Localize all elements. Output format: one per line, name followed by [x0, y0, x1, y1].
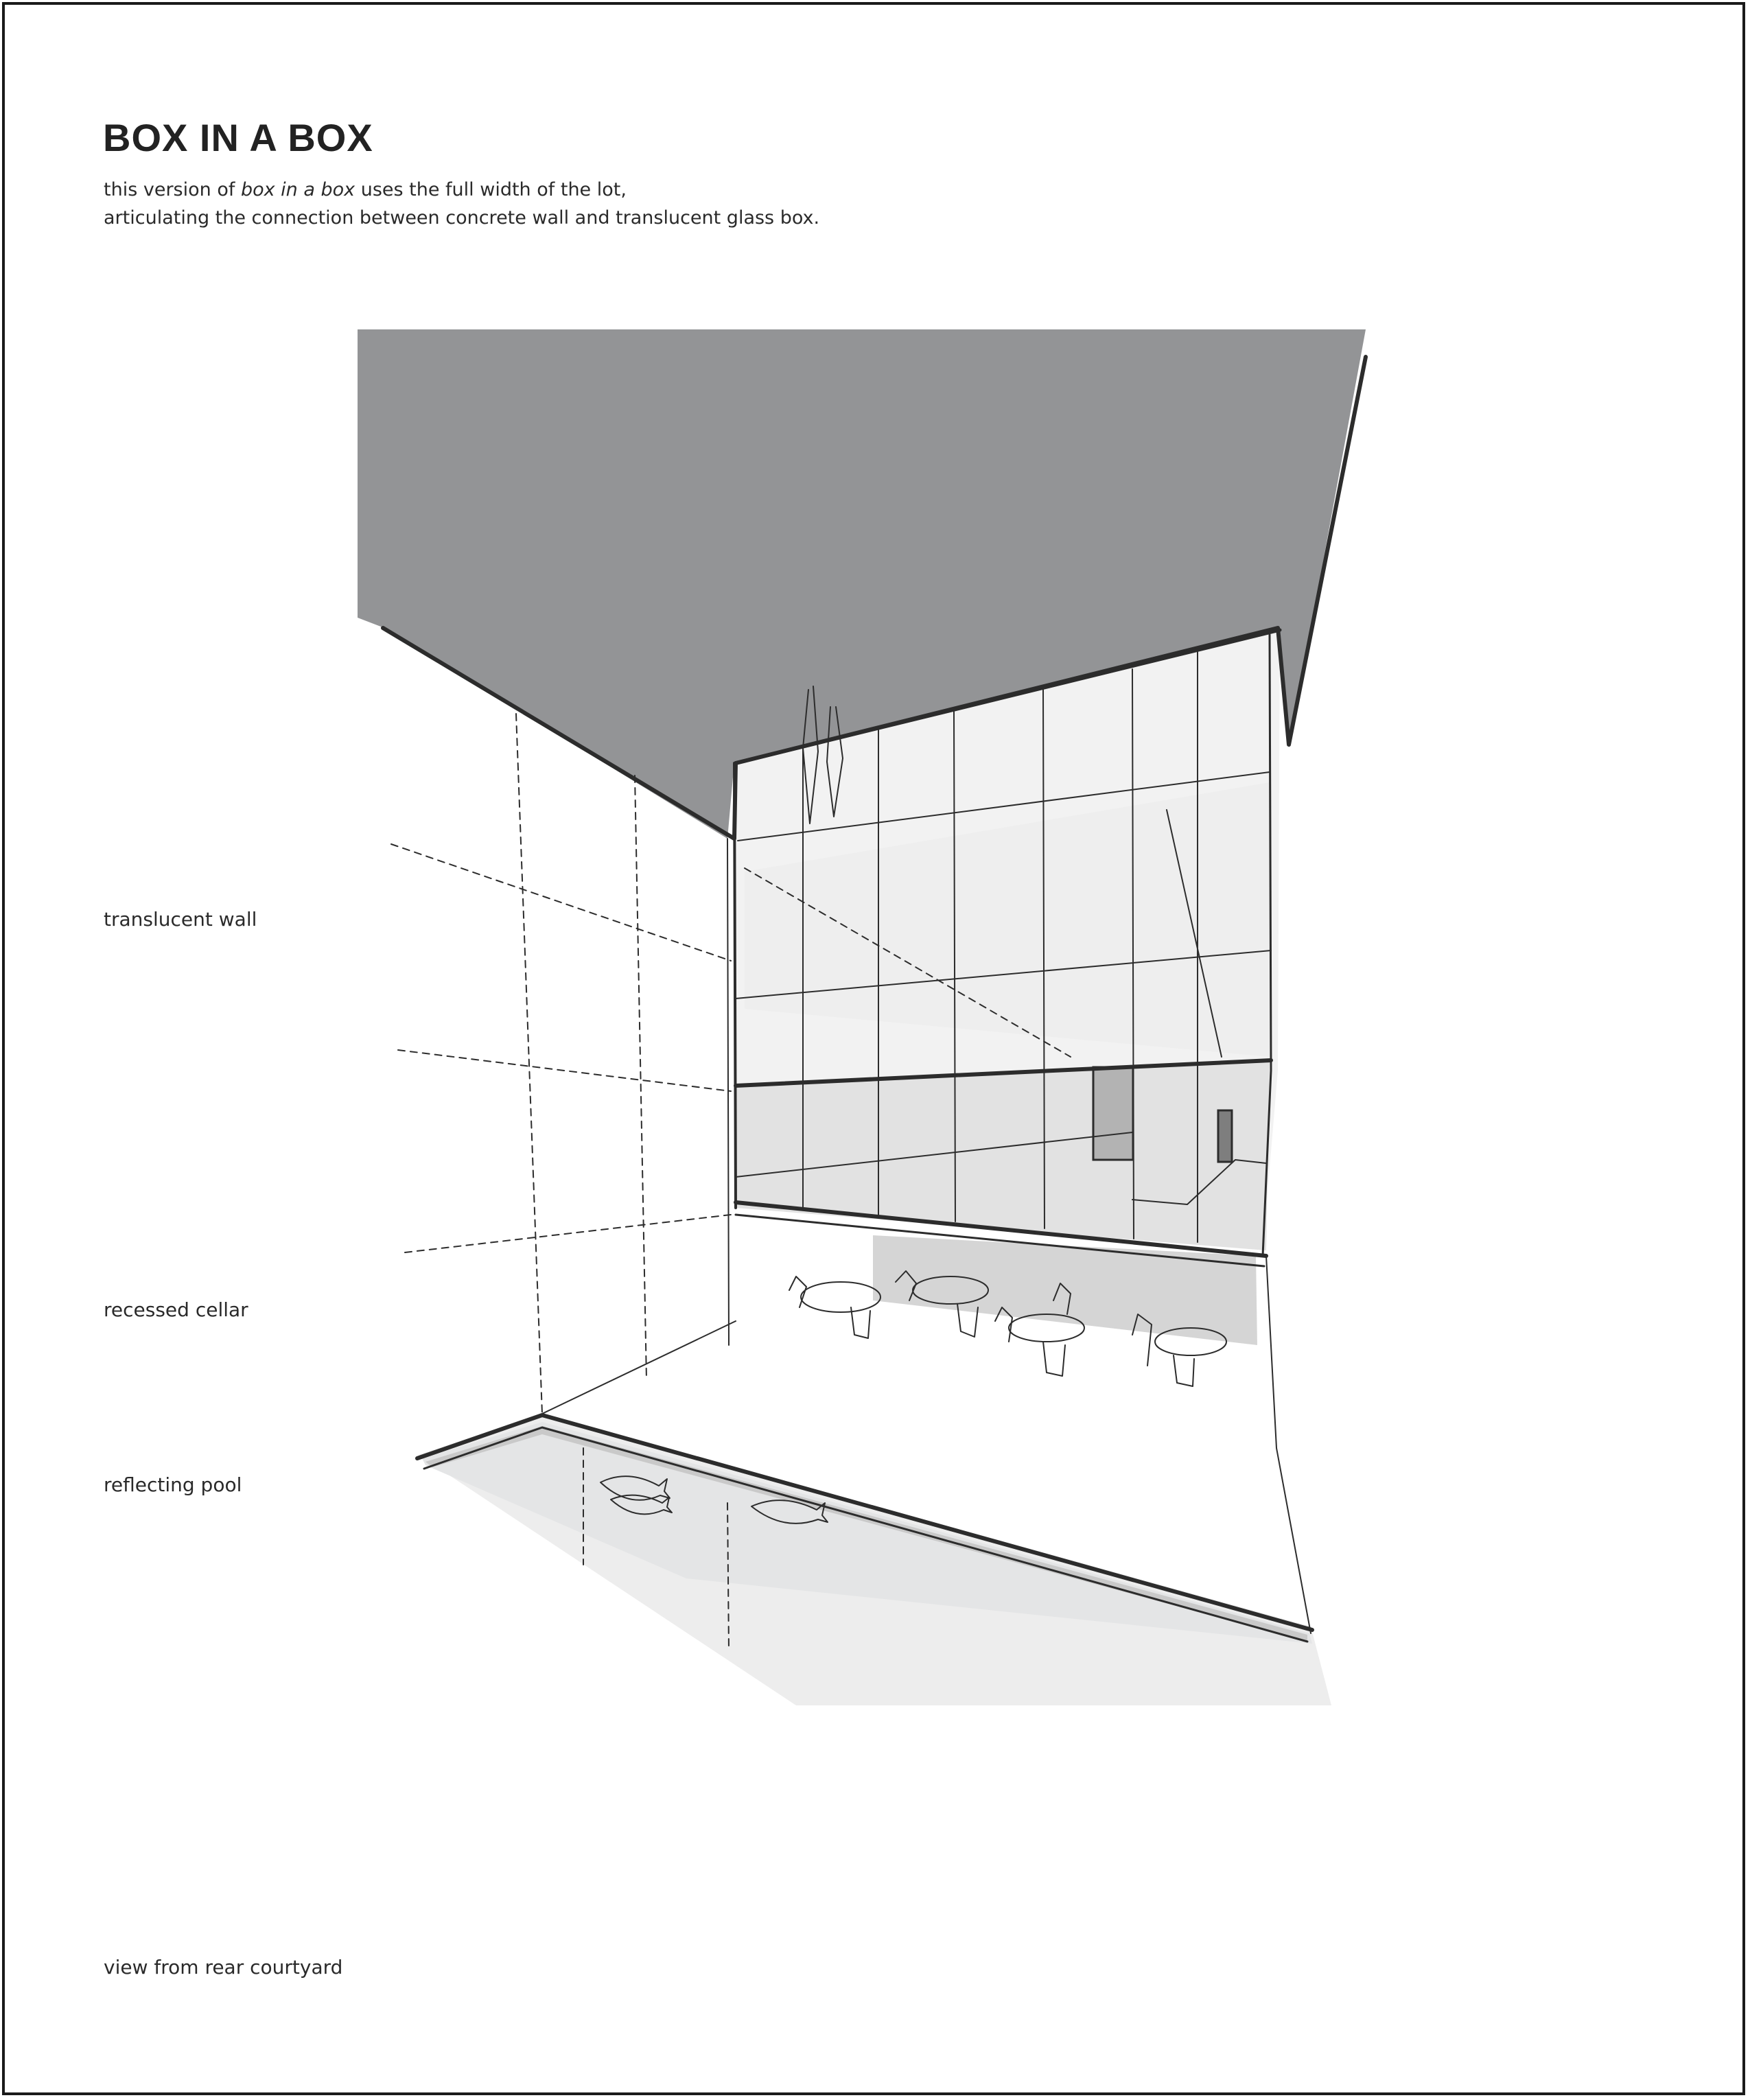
door-left — [1093, 1067, 1133, 1160]
page-title: BOX IN A BOX — [103, 116, 373, 159]
description-line1-italic: box in a box — [240, 179, 355, 200]
translucent-grid-v2 — [635, 775, 646, 1379]
translucent-grid-h2 — [398, 1050, 731, 1091]
translucent-grid-h3 — [405, 1215, 731, 1252]
description-line1-end: uses the full width of the lot, — [355, 179, 627, 200]
label-recessed-cellar: recessed cellar — [104, 1298, 248, 1321]
label-view: view from rear courtyard — [104, 1956, 343, 1979]
courtyard-right-edge — [1266, 1256, 1311, 1633]
cellar-table — [801, 1282, 880, 1312]
cellar-chair — [1043, 1342, 1065, 1376]
translucent-grid-v3 — [727, 839, 729, 1345]
description-line1-start: this version of — [104, 179, 241, 200]
translucent-grid-v1 — [516, 714, 542, 1414]
courtyard-floor-edge — [542, 1321, 736, 1414]
translucent-grid-h1 — [391, 844, 731, 961]
glass-frame-left — [734, 763, 736, 1208]
description-line2: articulating the connection between concrete wall and translucent glass box. — [104, 207, 820, 229]
label-translucent-wall: translucent wall — [104, 908, 257, 931]
label-reflecting-pool: reflecting pool — [104, 1473, 242, 1496]
cellar-chair — [1174, 1355, 1194, 1386]
door-right — [1218, 1110, 1232, 1162]
